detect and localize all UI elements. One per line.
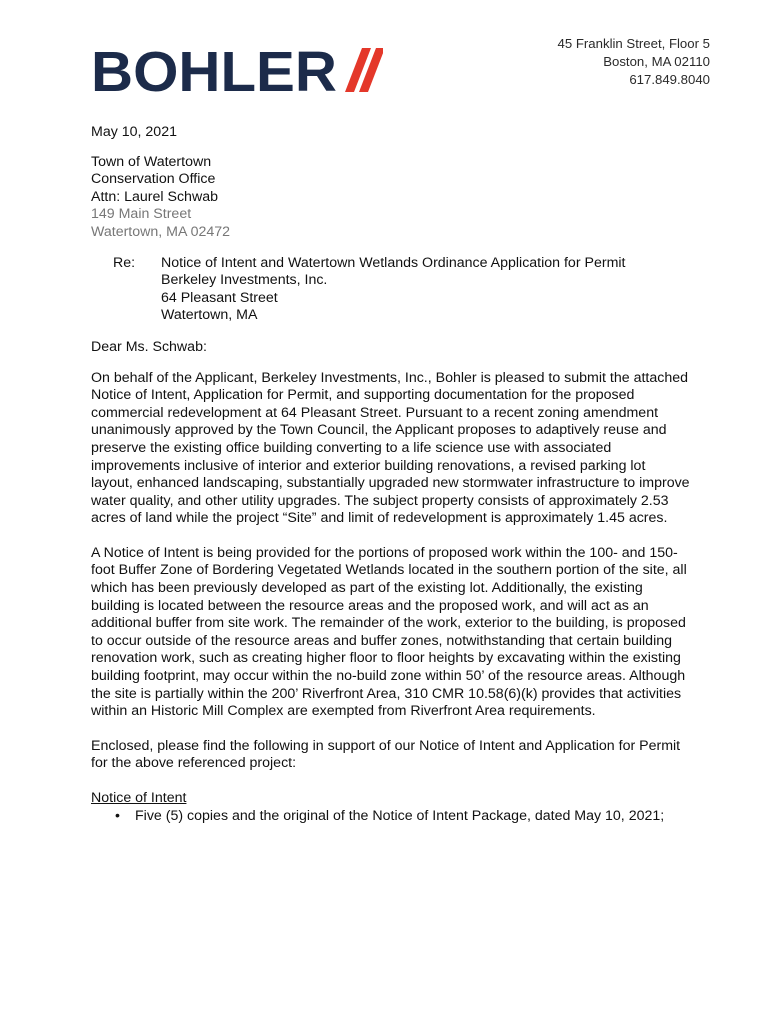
subject-line: Berkeley Investments, Inc. bbox=[161, 272, 328, 289]
bohler-logo bbox=[91, 47, 383, 93]
enclosure-list bbox=[91, 808, 691, 826]
recipient-line: 149 Main Street bbox=[91, 206, 192, 223]
list-item-text: Five (5) copies and the original of the Notice of Intent Package, dated May 10, 2021; bbox=[135, 807, 665, 824]
salutation: Dear Ms. Schwab: bbox=[91, 338, 207, 355]
bullet-icon: • bbox=[115, 807, 120, 824]
logo-wordmark: BOHLER bbox=[91, 47, 337, 93]
address-line: Boston, MA 02110 bbox=[603, 54, 710, 69]
body-paragraph: A Notice of Intent is being provided for the portions of proposed work within the 100- and 150-foot Buffer Zone of Bordering Vegetated Wetlands located in the southern portion of the site, all which has been previously developed as part of the existing lot. Additionally, the existing building is located between the resource areas and the proposed work, and will act as an additional buffer from site work. The remainder of the work, exterior to the building, is proposed to occur outside of the resource areas and buffer zones, notwithstanding that certain building renovation work, such as creating higher floor to floor heights by excavating within the existing building footprint, may occur within the no-build zone within 50’ of the resource areas. Although the site is partially within the 200’ Riverfront Area, 310 CMR 10.58(6)(k) provides that activities within an Historic Mill Complex are exempted from Riverfront Area requirements. bbox=[91, 544, 687, 720]
company-address bbox=[558, 35, 710, 89]
subject-label: Re: bbox=[113, 254, 136, 271]
address-phone: 617.849.8040 bbox=[629, 72, 710, 87]
recipient-line: Watertown, MA 02472 bbox=[91, 223, 231, 240]
recipient-line: Town of Watertown bbox=[91, 153, 212, 170]
list-item bbox=[115, 807, 691, 826]
section-heading-notice-of-intent: Notice of Intent bbox=[91, 790, 187, 806]
letter-date: May 10, 2021 bbox=[91, 124, 177, 140]
recipient-line: Conservation Office bbox=[91, 171, 216, 188]
subject-line: 64 Pleasant Street bbox=[161, 289, 278, 306]
subject-line: Watertown, MA bbox=[161, 307, 258, 324]
letter-body bbox=[91, 124, 691, 825]
recipient-block bbox=[91, 154, 691, 242]
address-line: 45 Franklin Street, Floor 5 bbox=[557, 36, 710, 51]
recipient-line: Attn: Laurel Schwab bbox=[91, 188, 218, 205]
body-paragraph: On behalf of the Applicant, Berkeley Investments, Inc., Bohler is pleased to submit the attached Notice of Intent, Application for Permit, and supporting documentation for the proposed commercial redevelopment at 64 Pleasant Street. Pursuant to a recent zoning amendment unanimously approved by the Town Council, the Applicant proposes to adaptively reuse and preserve the existing office building converting to a life science use with associated improvements inclusive of interior and exterior building renovations, a revised parking lot layout, enhanced landscaping, substantially upgraded new stormwater infrastructure to improve water quality, and other utility upgrades. The subject property consists of approximately 2.53 acres of land while the project “Site” and limit of redevelopment is approximately 1.45 acres. bbox=[91, 369, 690, 527]
body-paragraph: Enclosed, please find the following in support of our Notice of Intent and Application for Permit for the above referenced project: bbox=[91, 737, 681, 772]
subject-block bbox=[91, 255, 691, 325]
subject-line: Notice of Intent and Watertown Wetlands Ordinance Application for Permit bbox=[161, 254, 626, 271]
